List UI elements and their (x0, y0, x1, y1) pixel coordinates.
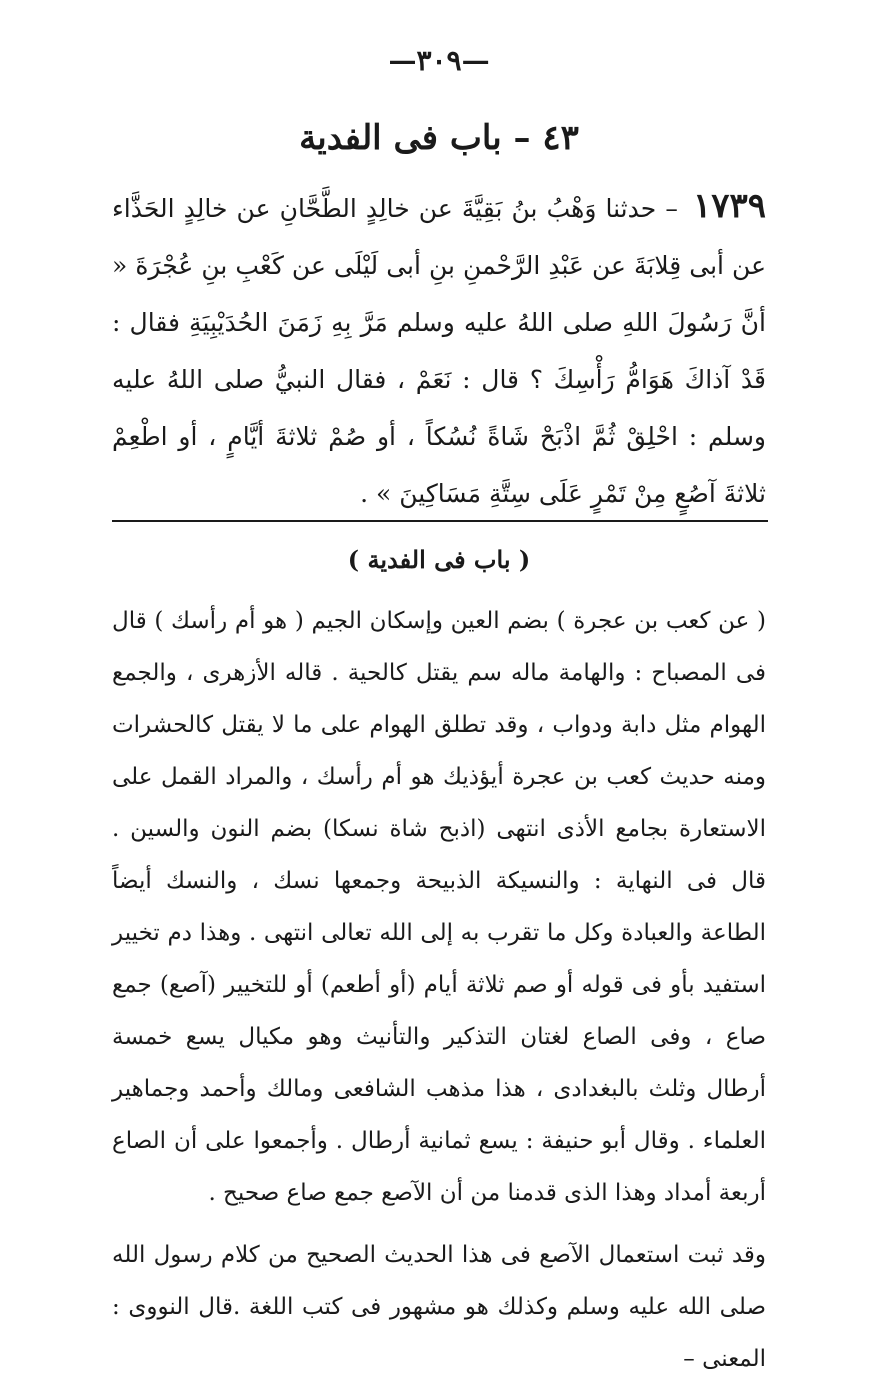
hadith-text-block (112, 178, 766, 522)
footnote-divider (112, 520, 768, 522)
hadith-number: ١٧٣٩ (692, 186, 766, 226)
chapter-heading: ٤٣ – باب فى الفدية (299, 118, 579, 158)
commentary-heading: ( باب فى الفدية ) (347, 545, 531, 574)
commentary-paragraph: ( عن كعب بن عجرة ) بضم العين وإسكان الجيم ( هو أم رأسك ) قال فى المصباح : والهامة ماله سم يقتل كالحية . قاله الأزهرى ، والجمع الهوام مثل دابة ودواب ، وقد تطلق الهوام على ما لا يقتل كالحشرات ومنه حديث كعب بن عجرة أيؤذيك هو أم رأسك ، والمراد القمل على الاستعارة بجامع الأذى انتهى (اذبح شاة نسكا) بضم النون والسين . قال فى النهاية : والنسيكة الذبيحة وجمعها نسك ، والنسك أيضاً الطاعة والعبادة وكل ما تقرب به إلى الله تعالى انتهى . وهذا دم تخيير استفيد بأو فى قوله أو صم ثلاثة أيام (أو أطعم) أو للتخيير (آصع) جمع صاع ، وفى الصاع لغتان التذكير والتأنيث وهو مكيال يسع خمسة أرطال وثلث بالبغدادى ، هذا مذهب الشافعى ومالك وأحمد وجماهير العلماء . وقال أبو حنيفة : يسع ثمانية أرطال . وأجمعوا على أن الصاع أربعة أمداد وهذا الذى قدمنا من أن الآصع جمع صاع صحيح . (112, 608, 766, 1206)
hadith-text: – حدثنا وَهْبُ بنُ بَقِيَّةَ عن خالِدٍ الطَّحَّانِ عن خالِدٍ الحَذَّاء عن أبى قِلابَةَ عن عَبْدِ الرَّحْمنِ بنِ أبى لَيْلَى عن كَعْبِ بنِ عُجْرَةَ « أنَّ رَسُولَ اللهِ صلى اللهُ عليه وسلم مَرَّ بِهِ زَمَنَ الحُدَيْبِيَةِ فقال : قَدْ آذاكَ هَوَامُّ رَأْسِكَ ؟ قال : نَعَمْ ، فقال النبيُّ صلى اللهُ عليه وسلم : احْلِقْ ثُمَّ اذْبَحْ شَاةً نُسُكاً ، أو صُمْ ثلاثةَ أيَّامٍ ، أو اطْعِمْ ثلاثةَ آصُعٍ مِنْ تَمْرٍ عَلَى سِتَّةِ مَسَاكِينَ » . (112, 194, 766, 508)
commentary-paragraph: وقد ثبت استعمال الآصع فى هذا الحديث الصحيح من كلام رسول الله صلى الله عليه وسلم وكذلك هو مشهور فى كتب اللغة .قال النووى : المعنى – (112, 1242, 766, 1372)
page-number: —٣٠٩— (388, 44, 490, 77)
commentary-block (112, 595, 766, 1385)
